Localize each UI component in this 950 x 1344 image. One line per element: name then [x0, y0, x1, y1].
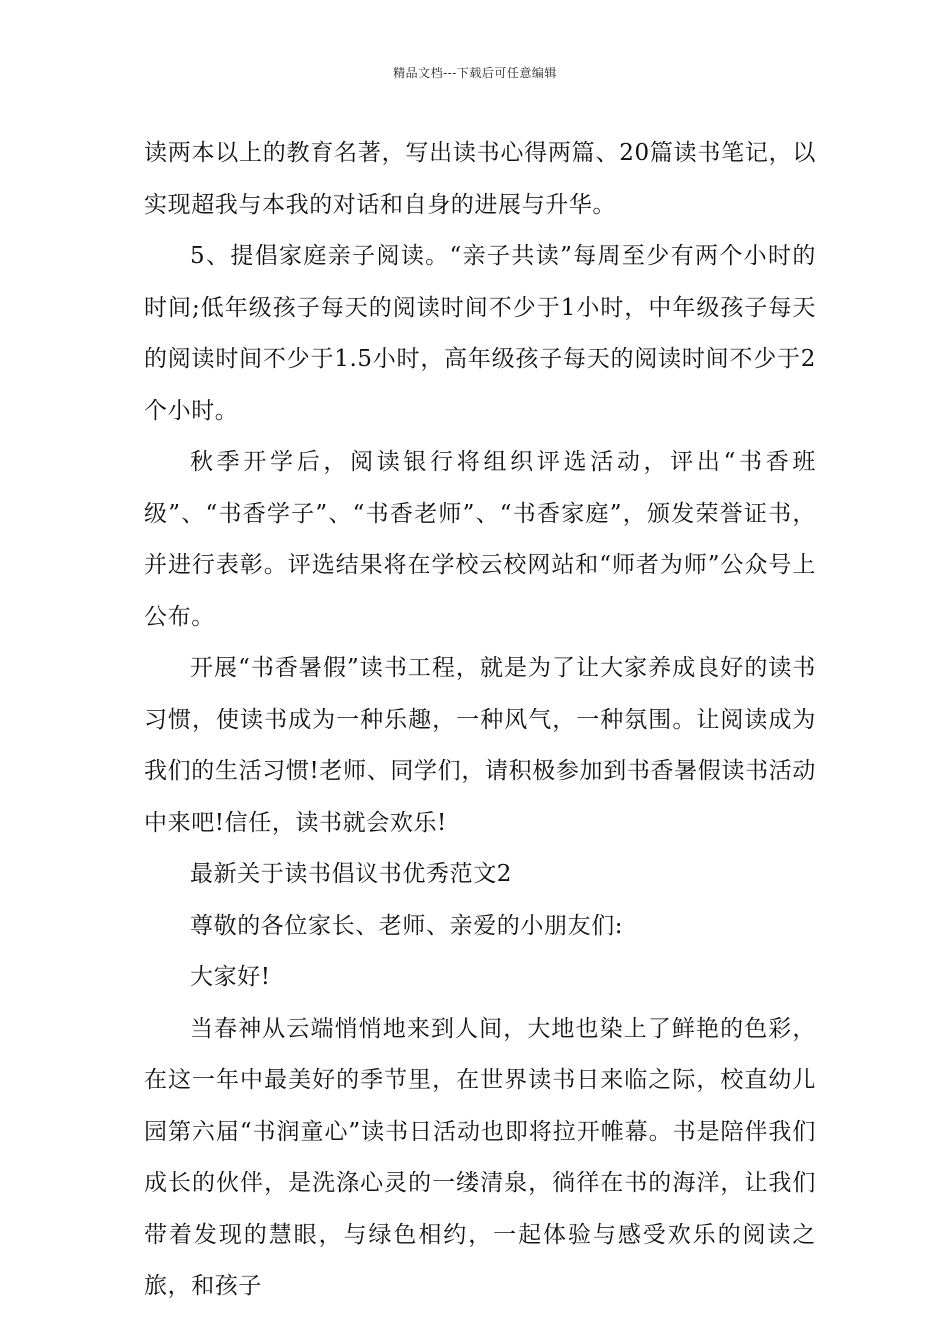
paragraph-family-reading: 5、提倡家庭亲子阅读。“亲子共读”每周至少有两个小时的时间;低年级孩子每天的阅读时间不少于1小时，中年级孩子每天的阅读时间不少于1.5小时，高年级孩子每天的阅读时间不少于2个小时。	[144, 243, 816, 424]
paragraph-evaluation: 秋季开学后，阅读银行将组织评选活动，评出“书香班级”、“书香学子”、“书香老师”、“书香家庭”，颁发荣誉证书，并进行表彰。评选结果将在学校云校网站和“师者为师”公众号上公布。	[144, 449, 816, 630]
section-title: 最新关于读书倡议书优秀范文2	[190, 861, 513, 887]
document-body	[144, 128, 816, 1313]
page-header: 精品文档---下载后可任意编辑	[393, 66, 557, 80]
paragraph-spring-intro: 当春神从云端悄悄地来到人间，大地也染上了鲜艳的色彩，在这一年中最美好的季节里，在世界读书日来临之际，校直幼儿园第六届“书润童心”读书日活动也即将拉开帷幕。书是陪伴我们成长的伙伴，是洗涤心灵的一缕清泉，徜徉在书的海洋，让我们带着发现的慧眼，与绿色相约，一起体验与感受欢乐的阅读之旅，和孩子	[144, 1015, 816, 1299]
greeting: 大家好!	[190, 964, 271, 990]
paragraph-summer-program: 开展“书香暑假”读书工程，就是为了让大家养成良好的读书习惯，使读书成为一种乐趣，一种风气，一种氛围。让阅读成为我们的生活习惯!老师、同学们，请积极参加到书香暑假读书活动中来吧!信任，读书就会欢乐!	[144, 655, 816, 836]
paragraph-reading-goals: 读两本以上的教育名著，写出读书心得两篇、20篇读书笔记，以实现超我与本我的对话和自身的进展与升华。	[144, 140, 816, 218]
salutation: 尊敬的各位家长、老师、亲爱的小朋友们:	[190, 912, 624, 939]
